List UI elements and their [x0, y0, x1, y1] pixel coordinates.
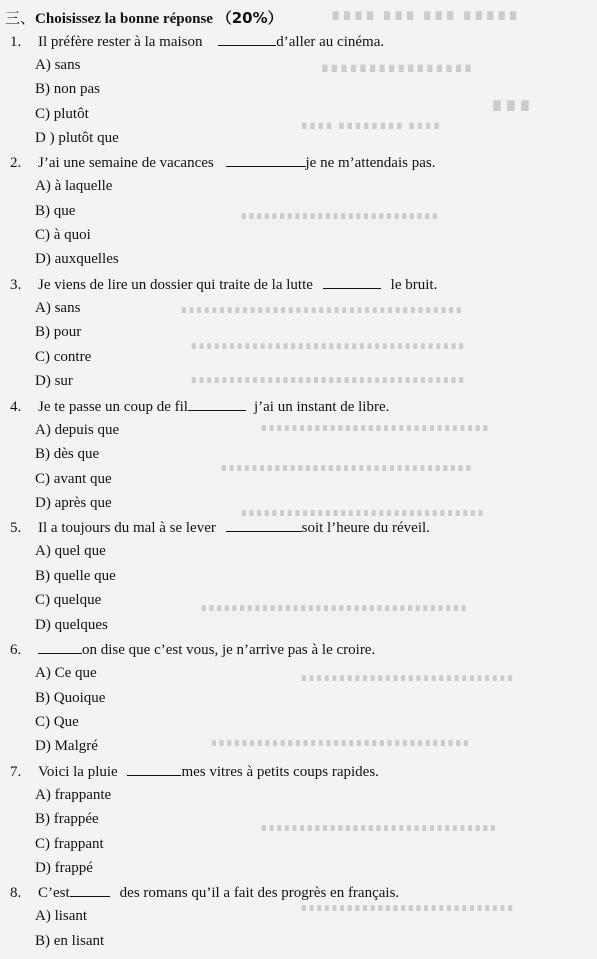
question-stem-after: le bruit. — [390, 277, 438, 293]
bleed-through-text: ∎∎∎∎∎∎∎∎∎∎∎∎∎∎∎∎∎∎∎∎∎∎∎∎∎∎∎∎∎∎∎∎∎∎∎∎∎ — [180, 302, 463, 316]
question-number: 8. — [10, 885, 22, 901]
question-4 — [10, 398, 389, 416]
option-a[interactable]: A) depuis que — [35, 422, 120, 438]
option-b[interactable]: B) quelle que — [35, 568, 116, 584]
option-a[interactable]: A) à laquelle — [35, 178, 113, 194]
option-a[interactable]: A) lisant — [35, 908, 88, 924]
section-title: Choisissez la bonne réponse — [35, 11, 213, 27]
question-stem-before: C’est — [38, 885, 70, 901]
section-heading — [5, 7, 283, 28]
bleed-through-text: ∎∎∎∎∎∎∎∎∎∎∎∎∎∎∎∎∎∎∎∎∎∎∎∎∎∎∎∎∎∎∎∎∎∎∎∎ — [190, 338, 465, 352]
question-8 — [10, 884, 399, 902]
option-b[interactable]: B) pour — [35, 324, 82, 340]
question-stem-after: j’ai un instant de libre. — [253, 399, 390, 415]
option-d[interactable]: D) frappé — [35, 860, 93, 876]
question-stem-after: je ne m’attendais pas. — [305, 155, 436, 171]
answer-blank[interactable] — [323, 276, 381, 289]
question-number: 4. — [10, 399, 22, 415]
bleed-through-text: ∎∎∎∎∎∎∎∎∎∎∎∎∎∎∎∎∎∎∎∎∎∎∎∎∎∎∎∎∎∎∎ — [260, 820, 497, 834]
question-number: 5. — [10, 520, 22, 536]
bleed-through-text: ∎∎∎∎∎∎∎∎∎∎∎∎∎∎∎∎∎∎∎∎∎∎∎∎∎∎∎∎∎∎∎∎∎∎ — [210, 735, 470, 749]
option-b[interactable]: B) non pas — [35, 81, 100, 97]
question-stem-before: Voici la pluie — [38, 764, 118, 780]
question-stem-after: des romans qu’il a fait des progrès en français. — [119, 885, 400, 901]
question-1 — [10, 33, 384, 51]
question-stem-before: J’ai une semaine de vacances — [38, 155, 214, 171]
section-score: （20%） — [216, 9, 283, 27]
answer-blank[interactable] — [38, 641, 82, 654]
option-a[interactable]: A) sans — [35, 300, 81, 316]
question-stem-before: Il préfère rester à la maison — [38, 34, 203, 50]
question-stem-before: Je viens de lire un dossier qui traite de la lutte — [38, 277, 313, 293]
section-number: 三、 — [5, 9, 36, 27]
option-b[interactable]: B) que — [35, 203, 76, 219]
question-stem-before: Il a toujours du mal à se lever — [38, 520, 216, 536]
option-b[interactable]: B) en lisant — [35, 933, 105, 949]
question-number: 7. — [10, 764, 22, 780]
option-b[interactable]: B) Quoique — [35, 690, 106, 706]
option-c[interactable]: C) frappant — [35, 836, 104, 852]
bleed-through-text: ∎∎∎∎∎∎∎∎∎∎∎∎∎∎∎∎∎∎∎∎∎∎∎∎∎∎∎∎∎∎∎∎∎ — [220, 460, 472, 474]
question-stem-after: mes vitres à petits coups rapides. — [181, 764, 379, 780]
option-b[interactable]: B) dès que — [35, 446, 100, 462]
bleed-through-text: ∎∎∎ — [490, 92, 532, 117]
question-7 — [10, 763, 379, 781]
answer-blank[interactable] — [70, 884, 110, 897]
question-stem-before: Je te passe un coup de fil — [38, 399, 188, 415]
option-d[interactable]: D ) plutôt que — [35, 130, 119, 146]
option-a[interactable]: A) sans — [35, 57, 81, 73]
question-5 — [10, 519, 430, 537]
option-b[interactable]: B) frappée — [35, 811, 99, 827]
bleed-through-text: ∎∎∎∎ ∎∎∎∎∎∎∎∎ ∎∎∎∎ — [300, 118, 441, 133]
option-a[interactable]: A) quel que — [35, 543, 106, 559]
bleed-through-text: ∎∎∎∎∎∎∎∎∎∎∎∎∎∎∎∎∎∎∎∎∎∎∎∎∎∎∎∎ — [300, 670, 514, 684]
bleed-through-text: ∎∎∎∎∎∎∎∎∎∎∎∎∎∎∎∎∎∎∎∎∎∎∎∎∎∎ — [240, 208, 439, 222]
option-c[interactable]: C) à quoi — [35, 227, 91, 243]
bleed-through-text: ∎∎∎∎∎∎∎∎∎∎∎∎∎∎∎∎∎∎∎∎∎∎∎∎∎∎∎∎∎∎ — [260, 420, 490, 434]
option-c[interactable]: C) avant que — [35, 471, 112, 487]
option-d[interactable]: D) quelques — [35, 617, 108, 633]
answer-blank[interactable] — [218, 33, 276, 46]
question-2 — [10, 154, 435, 172]
option-c[interactable]: C) contre — [35, 349, 92, 365]
bleed-through-text: ∎∎∎∎∎∎∎∎∎∎∎∎∎∎∎∎ — [320, 58, 473, 76]
bleed-through-text: ∎∎∎∎ ∎∎∎ ∎∎∎ ∎∎∎∎∎ — [330, 4, 519, 25]
question-number: 1. — [10, 34, 22, 50]
option-d[interactable]: D) après que — [35, 495, 112, 511]
bleed-through-text: ∎∎∎∎∎∎∎∎∎∎∎∎∎∎∎∎∎∎∎∎∎∎∎∎∎∎∎∎∎∎∎∎∎∎∎∎ — [190, 372, 465, 386]
option-c[interactable]: C) Que — [35, 714, 79, 730]
option-a[interactable]: A) Ce que — [35, 665, 97, 681]
option-d[interactable]: D) sur — [35, 373, 73, 389]
bleed-through-text: ∎∎∎∎∎∎∎∎∎∎∎∎∎∎∎∎∎∎∎∎∎∎∎∎∎∎∎∎∎∎∎∎∎∎∎ — [200, 600, 468, 614]
question-number: 2. — [10, 155, 22, 171]
option-d[interactable]: D) auxquelles — [35, 251, 119, 267]
question-number: 6. — [10, 642, 22, 658]
answer-blank[interactable] — [188, 398, 246, 411]
question-3 — [10, 276, 437, 294]
question-stem-after: on dise que c’est vous, je n’arrive pas à le croire. — [82, 642, 376, 658]
question-stem-after: d’aller au cinéma. — [276, 34, 385, 50]
option-a[interactable]: A) frappante — [35, 787, 112, 803]
option-c[interactable]: C) quelque — [35, 592, 102, 608]
question-6 — [10, 641, 375, 659]
question-number: 3. — [10, 277, 22, 293]
option-d[interactable]: D) Malgré — [35, 738, 98, 754]
answer-blank[interactable] — [226, 154, 306, 167]
answer-blank[interactable] — [226, 519, 302, 532]
option-c[interactable]: C) plutôt — [35, 106, 89, 122]
question-stem-after: soit l’heure du réveil. — [301, 520, 430, 536]
answer-blank[interactable] — [127, 763, 181, 776]
bleed-through-text: ∎∎∎∎∎∎∎∎∎∎∎∎∎∎∎∎∎∎∎∎∎∎∎∎∎∎∎∎ — [300, 900, 514, 914]
bleed-through-text: ∎∎∎∎∎∎∎∎∎∎∎∎∎∎∎∎∎∎∎∎∎∎∎∎∎∎∎∎∎∎∎∎ — [240, 505, 485, 519]
